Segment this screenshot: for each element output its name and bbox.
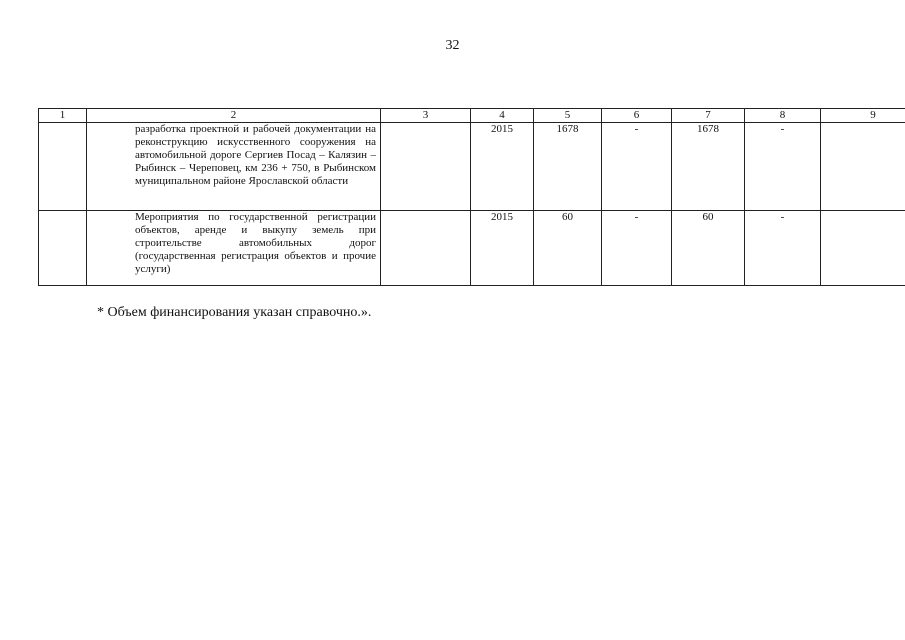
- table-row: [39, 123, 905, 211]
- table-cell: [39, 123, 87, 211]
- table-cell: [381, 211, 471, 286]
- column-header: 3: [381, 109, 471, 123]
- column-header: 4: [471, 109, 534, 123]
- measure-description: разработка проектной и рабочей документации на реконструкцию искусственного сооружения на автомобильной дороге Сергиев Посад – Калязин – Рыбинск – Череповец, км 236 + 750, в Рыбинском муниципальном районе Ярославской области: [87, 123, 381, 211]
- column-header: 6: [602, 109, 672, 123]
- column-header: 9: [821, 109, 905, 123]
- column-header: 2: [87, 109, 381, 123]
- column-header: 1: [39, 109, 87, 123]
- measure-description: Мероприятия по государственной регистрации объектов, аренде и выкупу земель при строительстве автомобильных дорог (государственная регистрация объектов и прочие услуги): [87, 211, 381, 286]
- amount-cell: -: [745, 211, 821, 286]
- amount-cell: 1678: [672, 123, 745, 211]
- amount-cell: 60: [534, 211, 602, 286]
- footnote: * Объем финансирования указан справочно.».: [97, 305, 372, 320]
- table-cell: [381, 123, 471, 211]
- column-header: 8: [745, 109, 821, 123]
- column-header: 7: [672, 109, 745, 123]
- amount-cell: -: [745, 123, 821, 211]
- amount-cell: -: [602, 211, 672, 286]
- year-cell: 2015: [471, 123, 534, 211]
- table-cell: [39, 211, 87, 286]
- amount-cell: -: [602, 123, 672, 211]
- page-number: 32: [445, 38, 460, 53]
- column-header: 5: [534, 109, 602, 123]
- year-cell: 2015: [471, 211, 534, 286]
- table-header-row: [39, 109, 905, 123]
- amount-cell: 60: [672, 211, 745, 286]
- table-cell: [821, 211, 905, 286]
- amount-cell: 1678: [534, 123, 602, 211]
- table-cell: [821, 123, 905, 211]
- financing-table: [38, 108, 905, 286]
- table-row: [39, 211, 905, 286]
